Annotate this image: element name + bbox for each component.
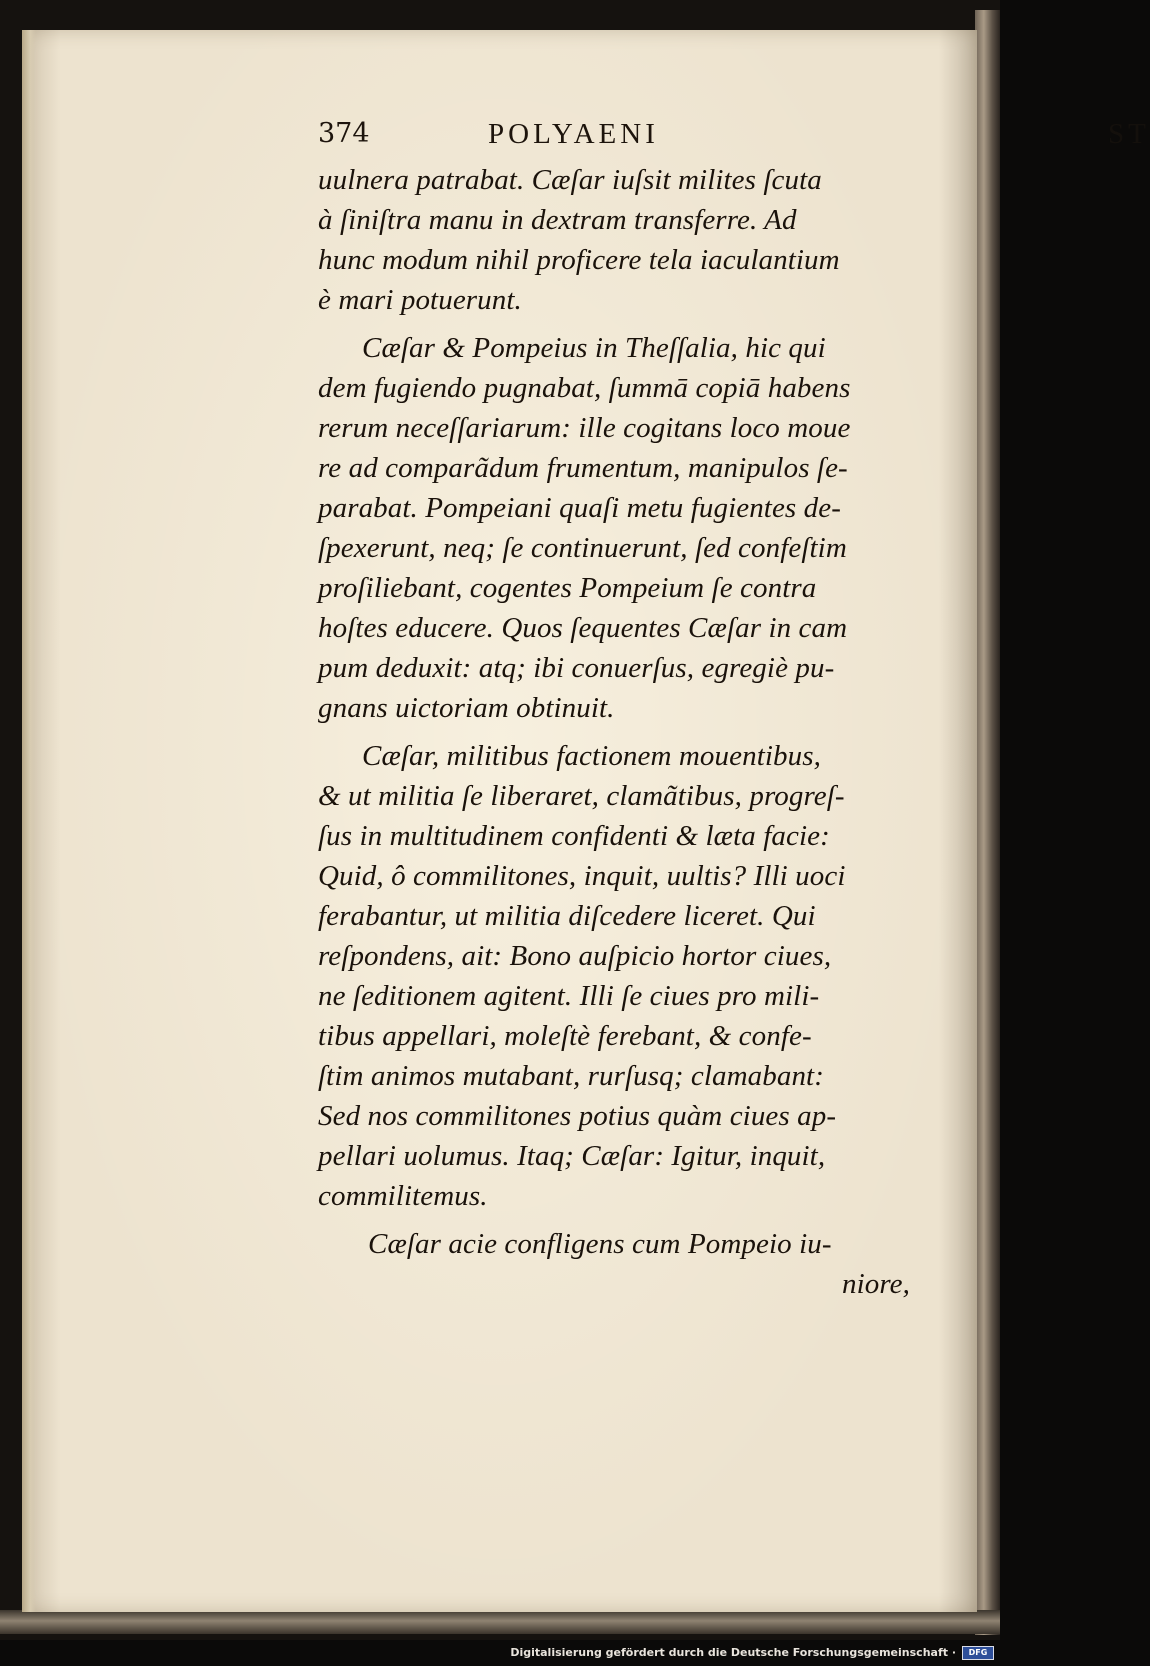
text-line: ferabantur, ut militia diſcedere liceret. Qui: [318, 900, 816, 932]
page-number: 374: [318, 118, 370, 149]
text-line: ſtim animos mutabant, rurſusq; clamabant:: [318, 1060, 824, 1092]
text-line: ſpexerunt, neq; ſe continuerunt, ſed confeſtim: [318, 532, 847, 564]
text-line: parabat. Pompeiani quaſi metu fugientes de-: [318, 492, 842, 524]
page-gutter: [22, 30, 36, 1612]
text-line: à ſiniſtra manu in dextram transferre. Ad: [318, 204, 797, 236]
text-line: rerum neceſſariarum: ille cogitans loco moue: [318, 412, 851, 444]
paragraph-start: Cæſar, militibus factionem mouentibus,: [362, 740, 821, 772]
dfg-logo: DFG: [962, 1646, 994, 1660]
text-line: Sed nos commilitones potius quàm ciues ap-: [318, 1100, 837, 1132]
page-edge-bottom: [0, 1610, 1000, 1634]
funding-notice: Digitalisierung gefördert durch die Deutsche Forschungsgemeinschaft ·: [510, 1646, 956, 1659]
text-line: gnans uictoriam obtinuit.: [318, 692, 615, 724]
paragraph-start: Cæſar acie confligens cum Pompeio iu-: [368, 1228, 832, 1260]
running-title: POLYAENI: [488, 118, 659, 150]
text-line: hunc modum nihil proficere tela iaculantium: [318, 244, 840, 276]
text-line: re ad comparãdum frumentum, manipulos ſe-: [318, 452, 848, 484]
text-line: ne ſeditionem agitent. Illi ſe ciues pro mili-: [318, 980, 820, 1012]
text-line: pum deduxit: atq; ibi conuerſus, egregiè pu-: [318, 652, 835, 684]
bleed-through-text: ST: [1108, 118, 1150, 150]
text-line: è mari potuerunt.: [318, 284, 522, 316]
running-head: [318, 118, 1150, 158]
text-line: dem fugiendo pugnabat, ſummā copiā habens: [318, 372, 851, 404]
text-line: & ut militia ſe liberaret, clamãtibus, progreſ-: [318, 780, 845, 812]
paragraph-start: Cæſar & Pompeius in Theſſalia, hic qui: [362, 332, 826, 364]
catchword: niore,: [842, 1268, 910, 1300]
text-line: proſiliebant, cogentes Pompeium ſe contra: [318, 572, 817, 604]
body-text: [318, 160, 918, 1304]
text-line: tibus appellari, moleſtè ferebant, & confe-: [318, 1020, 812, 1052]
page-edge-right: [975, 10, 1000, 1635]
text-line: pellari uolumus. Itaq; Cæſar: Igitur, inquit,: [318, 1140, 826, 1172]
text-line: Quid, ô commilitones, inquit, uultis? Illi uoci: [318, 860, 846, 892]
text-line: commilitemus.: [318, 1180, 488, 1212]
text-line: ſus in multitudinem confidenti & læta facie:: [318, 820, 830, 852]
text-line: hoſtes educere. Quos ſequentes Cæſar in cam: [318, 612, 848, 644]
text-line: reſpondens, ait: Bono auſpicio hortor ciues,: [318, 940, 832, 972]
digitization-footer: [0, 1640, 1000, 1666]
text-line: uulnera patrabat. Cæſar iuſsit milites ſcuta: [318, 164, 822, 196]
